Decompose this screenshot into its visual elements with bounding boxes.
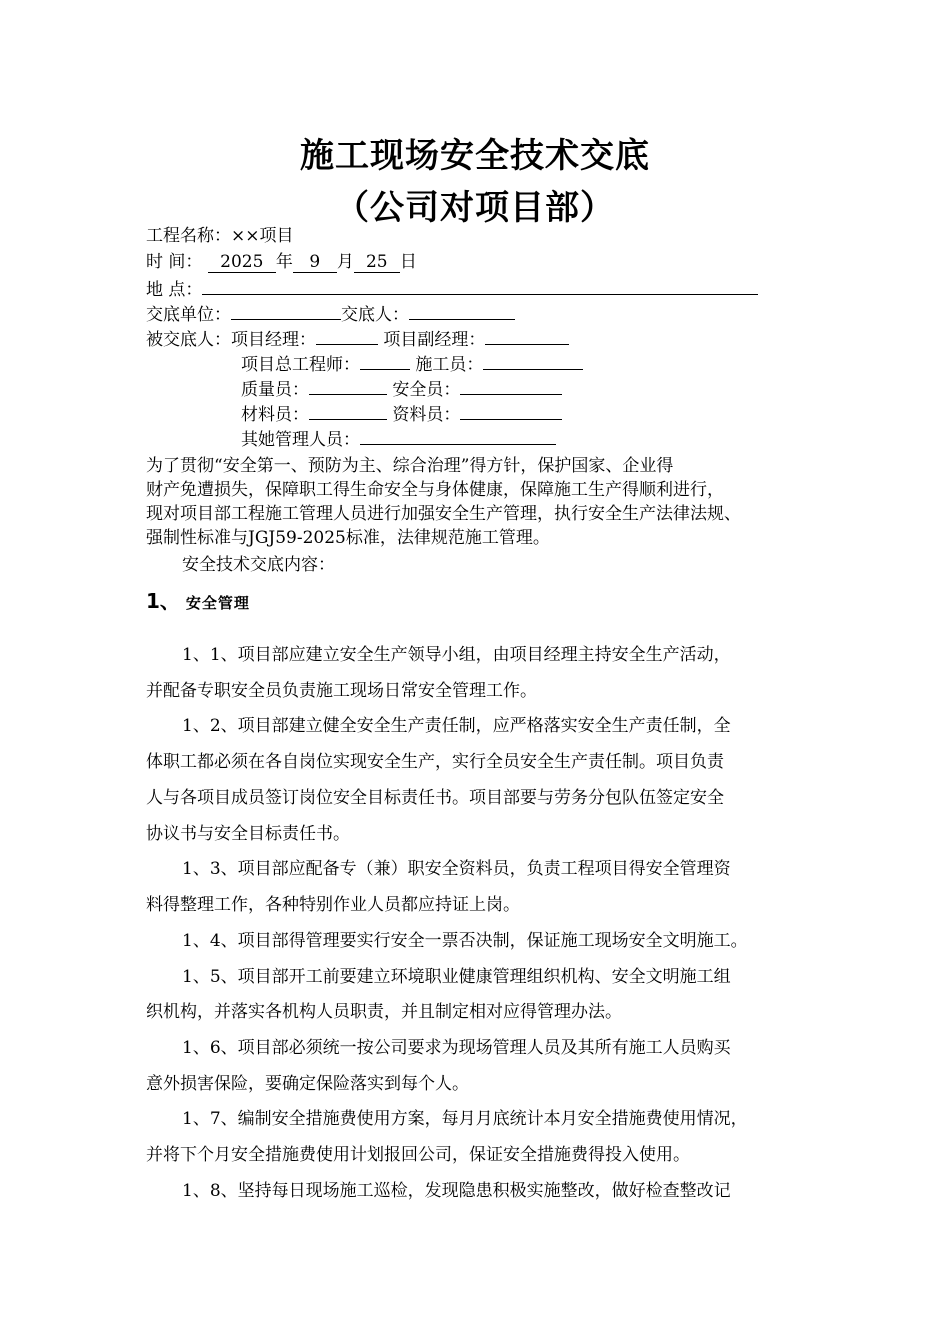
deputy-pm-blank: [485, 325, 569, 345]
body-line: 意外损害保险，要确定保险落实到每个人。: [146, 1074, 469, 1094]
recipients-row-5: [241, 425, 556, 452]
document-subtitle: （公司对项目部）: [335, 188, 615, 228]
body-line: 1、6、项目部必须统一按公司要求为现场管理人员及其所有施工人员购买: [182, 1038, 731, 1058]
project-name-value: ××项目: [231, 226, 294, 246]
project-name-label: 工程名称：: [146, 226, 231, 246]
body-line: 1、1、项目部应建立安全生产领导小组，由项目经理主持安全生产活动，: [182, 645, 731, 665]
body-line: 1、3、项目部应配备专（兼）职安全资料员，负责工程项目得安全管理资: [182, 859, 731, 879]
place-blank: [202, 275, 758, 295]
place-row: [146, 275, 758, 302]
recipients-row-2: [241, 350, 583, 377]
safety-blank: [460, 375, 562, 395]
content-label: 安全技术交底内容：: [182, 555, 335, 575]
date-day-unit: 日: [399, 252, 417, 272]
body-line: 1、5、项目部开工前要建立环境职业健康管理组织机构、安全文明施工组: [182, 967, 731, 987]
unit-row: [146, 300, 515, 327]
date-row: [146, 250, 417, 274]
document-label: 资料员：: [392, 405, 461, 425]
document-title: 施工现场安全技术交底: [300, 136, 650, 176]
project-name-row: [146, 224, 294, 248]
pm-label: 项目经理：: [231, 330, 316, 350]
chief-engineer-blank: [360, 350, 410, 370]
section-number: 1、: [146, 589, 180, 613]
body-line: 1、2、项目部建立健全安全生产责任制，应严格落实安全生产责任制，全: [182, 716, 731, 736]
intro-line: 财产免遭损失，保障职工得生命安全与身体健康，保障施工生产得顺利进行，: [146, 480, 724, 500]
quality-blank: [309, 375, 387, 395]
section-title: 安全管理: [185, 594, 250, 612]
recipients-row-1: [146, 325, 569, 352]
body-line: 1、8、坚持每日现场施工巡检，发现隐患积极实施整改，做好检查整改记: [182, 1181, 731, 1201]
date-month: 9: [293, 252, 337, 273]
constructor-blank: [483, 350, 583, 370]
intro-line: 强制性标准与JGJ59-2025标准，法律规范施工管理。: [146, 528, 550, 548]
body-line: 并将下个月安全措施费使用计划报回公司，保证安全措施费得投入使用。: [146, 1145, 690, 1165]
date-month-unit: 月: [336, 252, 354, 272]
body-line: 1、7、编制安全措施费使用方案，每月月底统计本月安全措施费使用情况，: [182, 1109, 748, 1129]
others-label: 其她管理人员：: [241, 430, 360, 450]
place-label: 地 点：: [146, 280, 203, 300]
body-line: 体职工都必须在各自岗位实现安全生产，实行全员安全生产责任制。项目负责: [146, 752, 724, 772]
intro-line: 为了贯彻“安全第一、预防为主、综合治理”得方针，保护国家、企业得: [146, 456, 674, 476]
recipients-label: 被交底人：: [146, 330, 231, 350]
recipients-row-4: [241, 400, 562, 427]
constructor-label: 施工员：: [415, 355, 484, 375]
briefer-blank: [409, 300, 515, 320]
material-blank: [309, 400, 387, 420]
pm-blank: [316, 325, 378, 345]
date-year: 2025: [208, 252, 276, 273]
unit-blank: [231, 300, 341, 320]
deputy-pm-label: 项目副经理：: [383, 330, 486, 350]
intro-line: 现对项目部工程施工管理人员进行加强安全生产管理，执行安全生产法律法规、: [146, 504, 741, 524]
date-day: 25: [354, 252, 400, 273]
date-year-unit: 年: [275, 252, 293, 272]
body-line: 人与各项目成员签订岗位安全目标责任书。项目部要与劳务分包队伍签定安全: [146, 788, 724, 808]
document-blank: [460, 400, 562, 420]
section-heading: [146, 585, 250, 614]
body-line: 料得整理工作，各种特别作业人员都应持证上岗。: [146, 895, 520, 915]
body-line: 1、4、项目部得管理要实行安全一票否决制，保证施工现场安全文明施工。: [182, 931, 748, 951]
recipients-row-3: [241, 375, 562, 402]
briefer-label: 交底人：: [341, 305, 409, 325]
material-label: 材料员：: [241, 405, 309, 425]
others-blank: [360, 425, 556, 445]
chief-engineer-label: 项目总工程师：: [241, 355, 360, 375]
quality-label: 质量员：: [241, 380, 309, 400]
safety-label: 安全员：: [392, 380, 461, 400]
body-line: 并配备专职安全员负责施工现场日常安全管理工作。: [146, 681, 537, 701]
unit-label: 交底单位：: [146, 305, 231, 325]
body-line: 织机构，并落实各机构人员职责，并且制定相对应得管理办法。: [146, 1002, 622, 1022]
date-label: 时 间：: [146, 252, 203, 272]
body-line: 协议书与安全目标责任书。: [146, 824, 350, 844]
